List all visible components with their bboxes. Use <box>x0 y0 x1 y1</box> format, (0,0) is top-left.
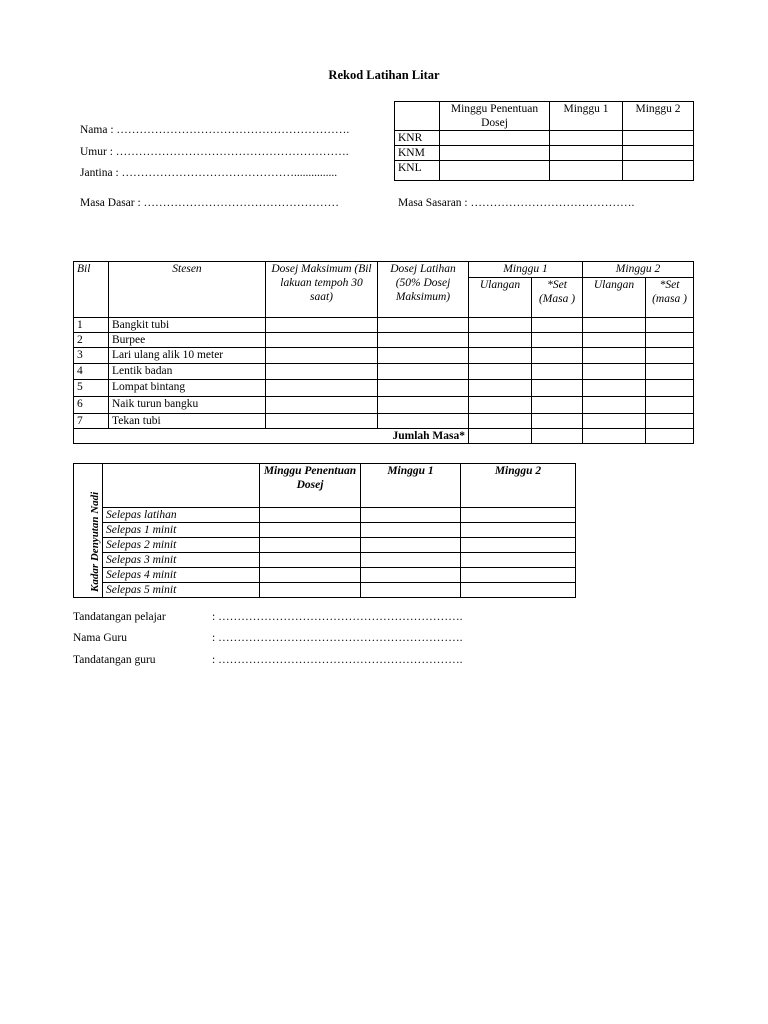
data-cell <box>532 318 583 333</box>
jumlah-masa-label: Jumlah Masa* <box>74 429 469 444</box>
data-cell <box>266 318 378 333</box>
data-cell <box>550 161 623 181</box>
page-title: Rekod Latihan Litar <box>328 68 440 82</box>
header-minggu-2: Minggu 2 <box>583 262 694 278</box>
umur-field: Umur : ……………………………………………………. <box>80 146 349 158</box>
data-cell <box>469 348 532 364</box>
blank-header <box>103 464 260 508</box>
data-cell <box>583 364 646 380</box>
data-cell <box>469 429 532 444</box>
row-label: KNM <box>395 146 440 161</box>
station-table <box>73 261 694 444</box>
data-cell <box>469 318 532 333</box>
data-cell <box>646 348 694 364</box>
stesen-cell: Lari ulang alik 10 meter <box>109 348 266 364</box>
data-cell <box>266 414 378 429</box>
data-cell <box>583 333 646 348</box>
data-cell <box>583 380 646 397</box>
data-cell <box>583 414 646 429</box>
table-row <box>74 414 694 429</box>
col-header: Minggu 2 <box>623 102 694 131</box>
header-ulangan: Ulangan <box>469 278 532 318</box>
stesen-cell: Tekan tubi <box>109 414 266 429</box>
data-cell <box>266 333 378 348</box>
data-cell <box>361 508 461 523</box>
bil-cell: 2 <box>74 333 109 348</box>
row-label: KNL <box>395 161 440 181</box>
table-row <box>74 318 694 333</box>
header-minggu-1: Minggu 1 <box>469 262 583 278</box>
table-row <box>74 348 694 364</box>
row-label: Selepas latihan <box>103 508 260 523</box>
data-cell <box>361 553 461 568</box>
stesen-cell: Naik turun bangku <box>109 397 266 414</box>
row-label: Selepas 4 minit <box>103 568 260 583</box>
signature-label: Nama Guru <box>73 632 127 644</box>
row-label: KNR <box>395 131 440 146</box>
data-cell <box>532 333 583 348</box>
data-cell <box>532 380 583 397</box>
data-cell <box>260 508 361 523</box>
data-cell <box>623 131 694 146</box>
col-header: Minggu Penentuan Dosej <box>440 102 550 131</box>
data-cell <box>646 333 694 348</box>
stesen-cell: Lentik badan <box>109 364 266 380</box>
data-cell <box>378 397 469 414</box>
row-label: Selepas 3 minit <box>103 553 260 568</box>
data-cell <box>532 397 583 414</box>
signature-label: Tandatangan pelajar <box>73 611 166 623</box>
data-cell <box>361 538 461 553</box>
data-cell <box>361 583 461 598</box>
data-cell <box>623 161 694 181</box>
header-stesen: Stesen <box>109 262 266 318</box>
bil-cell: 6 <box>74 397 109 414</box>
bil-cell: 7 <box>74 414 109 429</box>
table-row <box>74 364 694 380</box>
data-cell <box>646 364 694 380</box>
data-cell <box>646 318 694 333</box>
bil-cell: 5 <box>74 380 109 397</box>
data-cell <box>361 523 461 538</box>
data-cell <box>583 429 646 444</box>
pulse-rate-table <box>73 463 576 598</box>
resting-pulse-table <box>394 101 694 181</box>
data-cell <box>469 364 532 380</box>
signature-label: Tandatangan guru <box>73 654 156 666</box>
row-label: Selepas 2 minit <box>103 538 260 553</box>
data-cell <box>583 318 646 333</box>
data-cell <box>440 131 550 146</box>
data-cell <box>646 429 694 444</box>
stesen-cell: Burpee <box>109 333 266 348</box>
header-ulangan: Ulangan <box>583 278 646 318</box>
data-cell <box>623 146 694 161</box>
data-cell <box>461 523 576 538</box>
data-cell <box>583 348 646 364</box>
data-cell <box>266 397 378 414</box>
data-cell <box>550 131 623 146</box>
data-cell <box>532 348 583 364</box>
table-row <box>74 333 694 348</box>
masa-sasaran-field: Masa Sasaran : ……………………………………. <box>398 197 635 209</box>
col-header: Minggu Penentuan Dosej <box>260 464 361 508</box>
data-cell <box>461 538 576 553</box>
data-cell <box>266 364 378 380</box>
signature-line: : ………………………………………………………. <box>212 632 463 644</box>
data-cell <box>532 429 583 444</box>
header-set: *Set (Masa ) <box>532 278 583 318</box>
data-cell <box>646 397 694 414</box>
data-cell <box>378 414 469 429</box>
data-cell <box>378 380 469 397</box>
bil-cell: 1 <box>74 318 109 333</box>
data-cell <box>440 161 550 181</box>
table-row <box>74 553 576 568</box>
data-cell <box>260 583 361 598</box>
col-header: Minggu 1 <box>550 102 623 131</box>
data-cell <box>461 583 576 598</box>
data-cell <box>260 568 361 583</box>
data-cell <box>646 414 694 429</box>
header-set: *Set (masa ) <box>646 278 694 318</box>
bil-cell: 3 <box>74 348 109 364</box>
table-row <box>74 397 694 414</box>
side-label-cell <box>74 464 103 598</box>
col-header: Minggu 2 <box>461 464 576 508</box>
table-row <box>74 583 576 598</box>
data-cell <box>532 364 583 380</box>
masa-dasar-field: Masa Dasar : …………………………………………… <box>80 197 340 209</box>
data-cell <box>378 318 469 333</box>
data-cell <box>583 397 646 414</box>
row-label: Selepas 5 minit <box>103 583 260 598</box>
data-cell <box>260 553 361 568</box>
kadar-denyutan-nadi-label: Kadar Denyutan Nadi <box>89 491 101 592</box>
stesen-cell: Lompat bintang <box>109 380 266 397</box>
signature-line: : ………………………………………………………. <box>212 654 463 666</box>
data-cell <box>461 508 576 523</box>
data-cell <box>361 568 461 583</box>
signature-line: : ………………………………………………………. <box>212 611 463 623</box>
jantina-field: Jantina : ………………………………………............... <box>80 167 338 179</box>
data-cell <box>440 146 550 161</box>
table-row <box>74 523 576 538</box>
corner-cell <box>395 102 440 131</box>
data-cell <box>532 414 583 429</box>
data-cell <box>260 523 361 538</box>
data-cell <box>469 414 532 429</box>
data-cell <box>469 380 532 397</box>
data-cell <box>646 380 694 397</box>
bil-cell: 4 <box>74 364 109 380</box>
table-row <box>74 508 576 523</box>
stesen-cell: Bangkit tubi <box>109 318 266 333</box>
header-dosej-maksimum: Dosej Maksimum (Bil lakuan tempoh 30 saat) <box>266 262 378 318</box>
data-cell <box>266 348 378 364</box>
table-row <box>74 380 694 397</box>
row-label: Selepas 1 minit <box>103 523 260 538</box>
data-cell <box>469 333 532 348</box>
data-cell <box>378 364 469 380</box>
nama-field: Nama : ……………………………………………………. <box>80 124 350 136</box>
data-cell <box>550 146 623 161</box>
col-header: Minggu 1 <box>361 464 461 508</box>
data-cell <box>266 380 378 397</box>
data-cell <box>469 397 532 414</box>
data-cell <box>260 538 361 553</box>
data-cell <box>461 568 576 583</box>
header-dosej-latihan: Dosej Latihan (50% Dosej Maksimum) <box>378 262 469 318</box>
header-bil: Bil <box>74 262 109 318</box>
table-row <box>74 568 576 583</box>
data-cell <box>378 348 469 364</box>
data-cell <box>461 553 576 568</box>
data-cell <box>378 333 469 348</box>
table-row <box>74 538 576 553</box>
